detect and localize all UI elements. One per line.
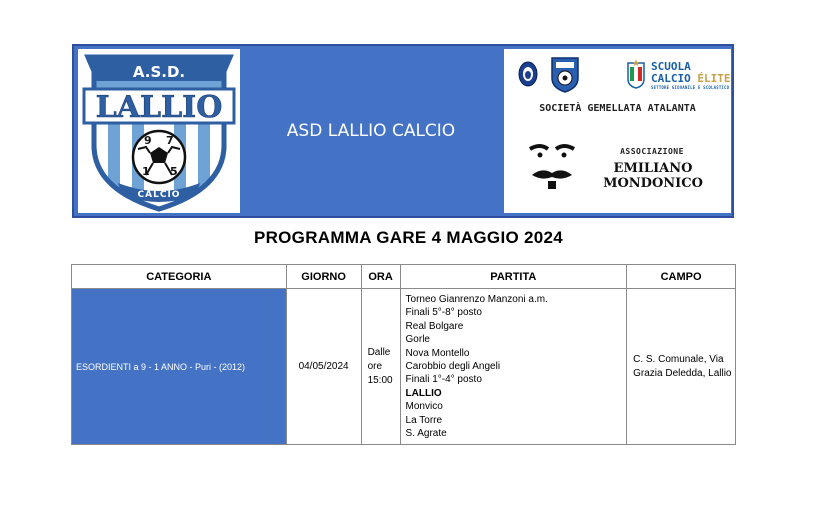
partita-line: Monvico — [405, 401, 443, 413]
partita-line: S. Agrate — [405, 428, 447, 440]
partita-line: Real Bolgare — [405, 320, 464, 332]
header-giorno: GIORNO — [286, 265, 361, 289]
ora-line-2: ore — [367, 360, 383, 372]
cell-ora — [361, 289, 400, 445]
lallio-shield-icon — [78, 49, 240, 213]
associazione-label: ASSOCIAZIONE — [620, 147, 684, 156]
asd-lallio-logo — [78, 49, 240, 213]
scuola-elite: ÉLITE — [697, 72, 731, 85]
header-title: ASD LALLIO CALCIO — [286, 121, 456, 141]
header-banner — [72, 44, 734, 218]
mondonico-face-icon — [526, 141, 578, 191]
partita-line: Gorle — [405, 334, 430, 346]
logo-year-digit-4: 1 — [142, 165, 150, 178]
scuola-calcio-elite-text — [651, 61, 731, 91]
logo-year-digit-1: 9 — [144, 134, 152, 147]
ora-line-3: 15:00 — [367, 374, 393, 386]
cell-campo — [627, 289, 736, 445]
cell-giorno: 04/05/2024 — [286, 289, 361, 445]
scuola-line-1: SCUOLA — [651, 60, 691, 73]
partita-line-highlight: LALLIO — [405, 387, 442, 399]
figc-shield-icon — [627, 59, 645, 89]
gemellata-text: SOCIETÀ GEMELLATA ATALANTA — [539, 103, 696, 114]
page-title: PROGRAMMA GARE 4 MAGGIO 2024 — [253, 228, 564, 247]
logo-top-text: A.S.D. — [132, 63, 186, 81]
ora-line-1: Dalle — [367, 346, 391, 358]
schedule-table — [71, 264, 736, 445]
partner-logos — [504, 49, 731, 213]
atalanta-shield-icon — [550, 56, 580, 94]
header-campo: CAMPO — [627, 265, 736, 289]
table-row — [72, 289, 736, 445]
logo-year-digit-3: 5 — [170, 165, 178, 178]
header-categoria: CATEGORIA — [72, 265, 287, 289]
logo-main-text: LALLIO — [95, 90, 223, 125]
partita-line: Torneo Gianrenzo Manzoni a.m. — [405, 294, 548, 305]
scuola-sub: SETTORE GIOVANILE E SCOLASTICO — [651, 85, 730, 90]
campo-line-2: Grazia Deledda, Lallio — [633, 367, 732, 379]
partita-line: La Torre — [405, 414, 443, 426]
partita-line: Nova Montello — [405, 347, 470, 359]
campo-line-1: C. S. Comunale, Via — [633, 353, 724, 365]
logo-bottom-text: CALCIO — [137, 190, 181, 200]
table-header-row — [72, 265, 736, 289]
scuola-line-2: CALCIO — [651, 72, 691, 85]
header-partita: PARTITA — [400, 265, 627, 289]
header-ora: ORA — [361, 265, 400, 289]
atalanta-badge-icon — [518, 61, 538, 87]
partita-line: Finali 1°-4° posto — [405, 374, 482, 386]
cell-categoria: ESORDIENTI a 9 - 1 ANNO - Puri - (2012) — [72, 289, 287, 445]
cell-partita — [400, 289, 627, 445]
associazione-name: EMILIANO MONDONICO — [603, 161, 703, 191]
partita-line: Carobbio degli Angeli — [405, 361, 501, 373]
logo-year-digit-2: 7 — [166, 134, 174, 147]
partita-line: Finali 5°-8° posto — [405, 307, 482, 319]
